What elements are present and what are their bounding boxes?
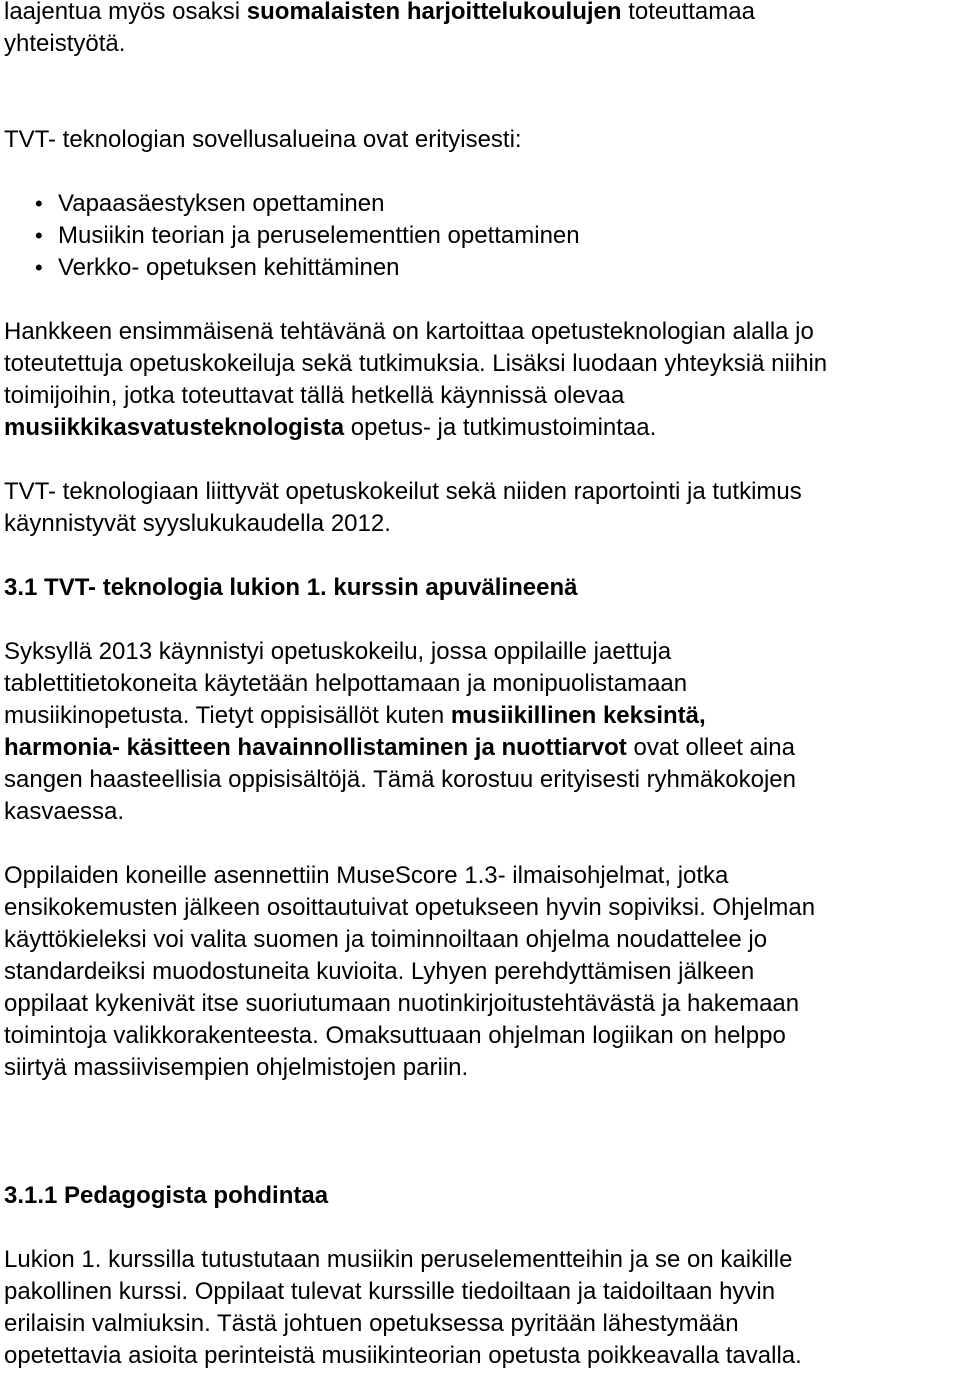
list-item-text: Verkko- opetuksen kehittäminen bbox=[58, 254, 400, 281]
musescore-line-4: standardeiksi muodostuneita kuvioita. Lyhyen perehdyttämisen jälkeen bbox=[4, 958, 755, 985]
document-page bbox=[4, 0, 956, 1372]
bullet-icon: • bbox=[35, 223, 43, 248]
experiments-line-2: käynnistyvät syyslukukaudella 2012. bbox=[4, 510, 391, 537]
tablet-line-5: sangen haasteellisia oppisisältöjä. Tämä korostuu erityisesti ryhmäkokojen bbox=[4, 766, 796, 793]
experiments-paragraph bbox=[4, 476, 956, 540]
tablet-line-6: kasvaessa. bbox=[4, 798, 125, 825]
intro-text: laajentua myös osaksi bbox=[4, 0, 247, 25]
tablet-paragraph bbox=[4, 636, 956, 828]
applications-list bbox=[4, 188, 956, 284]
list-item bbox=[4, 188, 956, 220]
musescore-line-2: ensikokemusten jälkeen osoittautuivat opetukseen hyvin sopiviksi. Ohjelman bbox=[4, 894, 816, 921]
intro-paragraph bbox=[4, 0, 956, 60]
project-line-2: toteutettuja opetuskokeiluja sekä tutkimuksia. Lisäksi luodaan yhteyksiä niihin bbox=[4, 350, 828, 377]
bullet-icon: • bbox=[35, 191, 43, 216]
pedagogy-line-3: erilaisin valmiuksin. Tästä johtuen opetuksessa pyritään lähestymään bbox=[4, 1310, 739, 1337]
tablet-text: musiikinopetusta. Tietyt oppisisällöt kuten bbox=[4, 702, 451, 729]
section-heading-3-1: 3.1 TVT- teknologia lukion 1. kurssin apuvälineenä bbox=[4, 574, 578, 601]
musescore-line-7: siirtyä massiivisempien ohjelmistojen pariin. bbox=[4, 1054, 469, 1081]
musescore-line-1: Oppilaiden koneille asennettiin MuseScore 1.3- ilmaisohjelmat, jotka bbox=[4, 862, 729, 889]
intro-line-2: yhteistyötä. bbox=[4, 30, 126, 57]
pedagogy-line-1: Lukion 1. kurssilla tutustutaan musiikin peruselementteihin ja se on kaikille bbox=[4, 1246, 793, 1273]
pedagogy-line-4: opetettavia asioita perinteistä musiikinteorian opetusta poikkeavalla tavalla. bbox=[4, 1342, 802, 1369]
list-item-text: Vapaasäestyksen opettaminen bbox=[58, 190, 385, 217]
intro-text-end: toteuttamaa bbox=[621, 0, 755, 25]
list-item-text: Musiikin teorian ja peruselementtien opettaminen bbox=[58, 222, 580, 249]
bullet-icon: • bbox=[35, 255, 43, 280]
tablet-line-3 bbox=[4, 700, 956, 732]
project-paragraph bbox=[4, 316, 956, 444]
list-item bbox=[4, 252, 956, 284]
section-heading-3-1-1: 3.1.1 Pedagogista pohdintaa bbox=[4, 1182, 329, 1209]
tablet-text-end: ovat olleet aina bbox=[626, 734, 795, 761]
intro-emphasis: suomalaisten harjoittelukoulujen bbox=[246, 0, 622, 25]
tablet-line-2: tablettitietokoneita käytetään helpottamaan ja monipuolistamaan bbox=[4, 670, 688, 697]
list-item bbox=[4, 220, 956, 252]
musescore-paragraph bbox=[4, 860, 956, 1084]
tablet-emphasis-2: harmonia- käsitteen havainnollistaminen ja nuottiarvot bbox=[4, 734, 627, 761]
project-line-4 bbox=[4, 412, 956, 444]
intro-line-1 bbox=[4, 0, 956, 28]
tablet-line-1: Syksyllä 2013 käynnistyi opetuskokeilu, jossa oppilaille jaettuja bbox=[4, 638, 672, 665]
project-line-1: Hankkeen ensimmäisenä tehtävänä on kartoittaa opetusteknologian alalla jo bbox=[4, 318, 814, 345]
applications-heading: TVT- teknologian sovellusalueina ovat erityisesti: bbox=[4, 126, 522, 153]
experiments-line-1: TVT- teknologiaan liittyvät opetuskokeilut sekä niiden raportointi ja tutkimus bbox=[4, 478, 802, 505]
musescore-line-5: oppilaat kykenivät itse suoriutumaan nuotinkirjoitustehtävästä ja hakemaan bbox=[4, 990, 800, 1017]
project-line-3: toimijoihin, jotka toteuttavat tällä hetkellä käynnissä olevaa bbox=[4, 382, 625, 409]
tablet-line-4 bbox=[4, 732, 956, 764]
project-emphasis: musiikkikasvatusteknologista bbox=[4, 414, 345, 441]
project-text-end: opetus- ja tutkimustoimintaa. bbox=[344, 414, 657, 441]
musescore-line-3: käyttökieleksi voi valita suomen ja toiminnoiltaan ohjelma noudattelee jo bbox=[4, 926, 768, 953]
tablet-emphasis-1: musiikillinen keksintä, bbox=[450, 702, 706, 729]
pedagogy-line-2: pakollinen kurssi. Oppilaat tulevat kurssille tiedoiltaan ja taidoiltaan hyvin bbox=[4, 1278, 776, 1305]
musescore-line-6: toimintoja valikkorakenteesta. Omaksuttuaan ohjelman logiikan on helppo bbox=[4, 1022, 786, 1049]
pedagogy-paragraph bbox=[4, 1244, 956, 1372]
